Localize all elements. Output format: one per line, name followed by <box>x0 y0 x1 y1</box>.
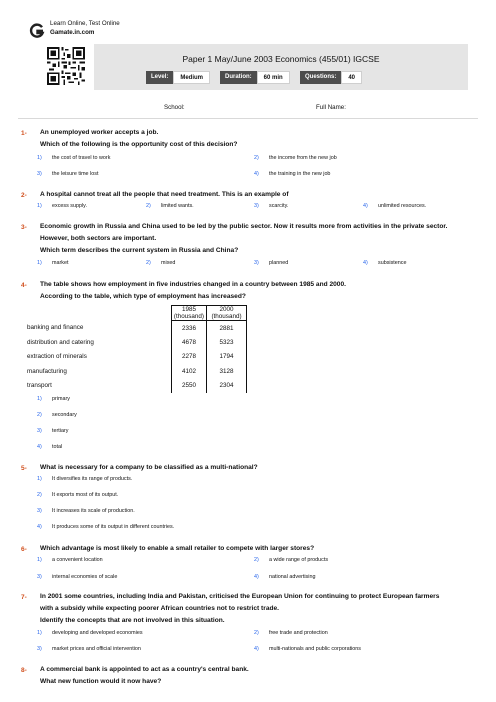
question-text: A commercial bank is appointed to act as a country's central bank. What new function would it now have? <box>40 666 249 685</box>
question-number: 1- <box>21 130 27 137</box>
option[interactable]: 1) excess supply. <box>37 203 87 209</box>
level-chip: Level: Medium <box>146 71 210 84</box>
question-text: The table shows how employment in five industries changed in a country between 1985 and 2000. According to the table, which type of employment has increased? <box>40 281 346 300</box>
question-number: 8- <box>21 667 27 674</box>
question-text: In 2001 some countries, including India and Pakistan, criticised the European Union for continuing to protect European farmers with a subsidy while expecting poorer African countries not to restrict trade. Identify the concepts that are not involved in this situation. <box>40 593 440 624</box>
paper-header <box>94 44 468 90</box>
option[interactable]: 4) multi-nationals and public corporations <box>254 646 361 652</box>
option[interactable]: 4) total <box>37 444 63 450</box>
qr-code-icon <box>47 47 85 85</box>
option[interactable]: 4) national advertising <box>254 574 316 580</box>
option[interactable]: 3) It increases its scale of production. <box>37 508 135 514</box>
option[interactable]: 3) the leisure time lost <box>37 171 99 177</box>
option[interactable]: 4) subsistence <box>363 260 407 266</box>
table-row: extraction of minerals 2278 1794 <box>27 350 247 365</box>
option[interactable]: 1) primary <box>37 396 70 402</box>
question-text: An unemployed worker accepts a job. Which of the following is the opportunity cost of this decision? <box>40 129 238 148</box>
option[interactable]: 3) internal economies of scale <box>37 574 118 580</box>
school-label: School: <box>164 104 185 111</box>
question-number: 2- <box>21 192 27 199</box>
option[interactable]: 4) unlimited resources. <box>363 203 427 209</box>
question-number: 7- <box>21 594 27 601</box>
option[interactable]: 4) It produces some of its output in different countries. <box>37 524 175 530</box>
table-header-row: 1985 (thousand) 2000 (thousand) <box>27 306 247 321</box>
option[interactable]: 4) the training in the new job <box>254 171 331 177</box>
question-text: Which advantage is most likely to enable a small retailer to compete with larger stores? <box>40 545 315 552</box>
option[interactable]: 3) tertiary <box>37 428 69 434</box>
table-row: banking and finance 2336 2881 <box>27 321 247 336</box>
option[interactable]: 2) It exports most of its output. <box>37 492 119 498</box>
option[interactable]: 2) limited wants. <box>146 203 194 209</box>
question-number: 6- <box>21 546 27 553</box>
employment-table <box>27 305 247 390</box>
brand-site[interactable]: Gamate.in.com <box>50 28 95 36</box>
question-text: A hospital cannot treat all the people that need treatment. This is an example of <box>40 191 289 198</box>
paper-title: Paper 1 May/June 2003 Economics (455/01) IGCSE <box>182 54 380 64</box>
table-row: distribution and catering 4678 5323 <box>27 335 247 350</box>
question-number: 3- <box>21 224 27 231</box>
option[interactable]: 3) scarcity. <box>254 203 289 209</box>
option[interactable]: 3) planned <box>254 260 289 266</box>
questions-chip: Questions: 40 <box>300 71 362 84</box>
option[interactable]: 2) secondary <box>37 412 77 418</box>
option[interactable]: 1) a convenient location <box>37 557 103 563</box>
gamatein-logo-icon <box>30 24 44 38</box>
divider <box>18 118 478 119</box>
table-row: manufacturing 4102 3128 <box>27 364 247 379</box>
option[interactable]: 1) market <box>37 260 69 266</box>
option[interactable]: 2) mixed <box>146 260 176 266</box>
question-number: 5- <box>21 465 27 472</box>
option[interactable]: 2) the income from the new job <box>254 155 337 161</box>
question-text: What is necessary for a company to be classified as a multi-national? <box>40 464 258 471</box>
question-number: 4- <box>21 282 27 289</box>
option[interactable]: 1) the cost of travel to work <box>37 155 111 161</box>
duration-chip: Duration: 60 min <box>220 71 290 84</box>
brand <box>30 20 120 38</box>
option[interactable]: 2) free trade and protection <box>254 630 328 636</box>
option[interactable]: 3) market prices and official intervention <box>37 646 141 652</box>
question-text: Economic growth in Russia and China used to be led by the public sector. Now it results more from activities in the private sector. However, both sectors are important. Which term describes the current system in Russia and China? <box>40 223 448 254</box>
brand-tagline: Learn Online, Test Online <box>50 20 120 27</box>
option[interactable]: 1) It diversifies its range of products. <box>37 476 133 482</box>
fullname-label: Full Name: <box>316 104 346 111</box>
option[interactable]: 1) developing and developed economies <box>37 630 143 636</box>
option[interactable]: 2) a wide range of products <box>254 557 329 563</box>
table-row: transport 2550 2304 <box>27 379 247 394</box>
